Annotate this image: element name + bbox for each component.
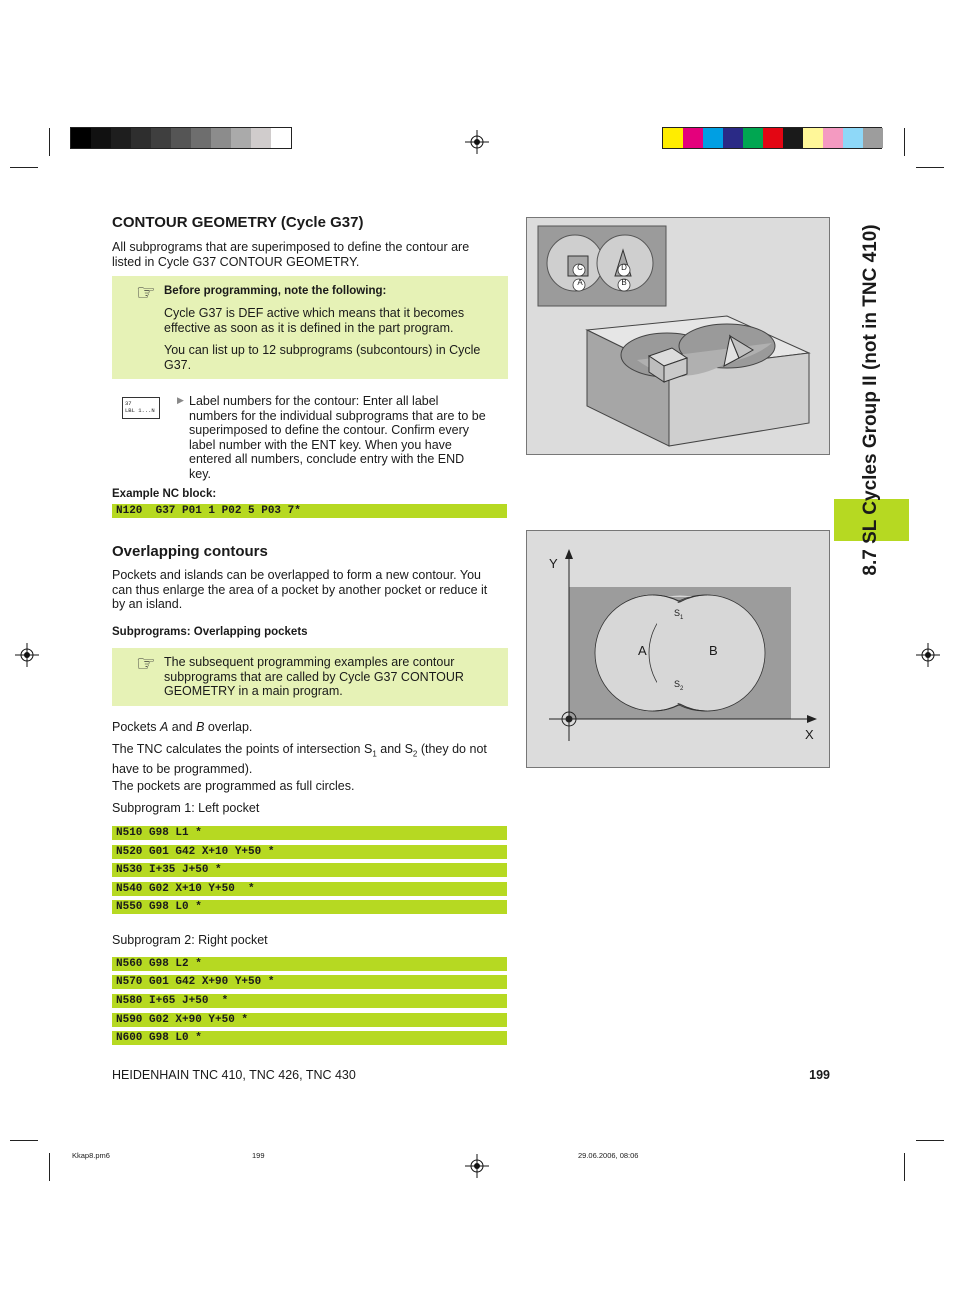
slug-timestamp: 29.06.2006, 08:06 [578,1151,639,1160]
note-box [112,276,508,379]
note-line: effective as soon as it is defined in the part program. [164,320,454,335]
intersection-s2-label [674,679,683,692]
intersection-s1-label [674,608,683,621]
code-line: N580 I+65 J+50 * [112,994,507,1008]
pocket-b-label: B [196,720,205,734]
note-paragraph [164,343,499,372]
pocket-b-label: B [709,643,718,658]
code-line: N600 G98 L0 * [112,1031,507,1045]
s-letter: S [674,608,681,618]
axis-x-label: X [805,727,814,742]
text-run: Pockets [112,720,160,734]
registration-mark-icon [465,1154,489,1178]
axis-y-label: Y [549,556,558,571]
step-line: superimposed to define the contour. Confirm every [189,423,470,437]
text-run: The TNC calculates the points of intersection S [112,742,373,756]
code-line: N510 G98 L1 * [112,826,507,840]
overlap-diagram [527,531,829,767]
step-line: key. [189,466,211,481]
subprograms-heading: Subprograms: Overlapping pockets [112,626,308,638]
softkey-label: 37 [125,400,132,407]
s-letter: S [674,679,681,689]
slug-page: 199 [252,1151,265,1160]
step-line: label number with the ENT key. When you have [189,437,452,452]
section-heading-contour-geometry: CONTOUR GEOMETRY (Cycle G37) [112,214,364,231]
softkey-label: LBL 1...N [125,407,155,414]
note-line: You can list up to 12 subprograms (subcontours) in Cycle [164,343,481,357]
subprogram2-label: Subprogram 2: Right pocket [112,933,268,947]
note-line: subprograms that are called by Cycle G37 CONTOUR [164,669,464,684]
code-line: N540 G02 X+10 Y+50 * [112,882,507,896]
page-number: 199 [809,1068,830,1082]
note-box [112,648,508,706]
contour-geometry-figure [526,217,830,455]
intro-line: can thus enlarge the area of a pocket by another pocket or reduce it [112,582,488,597]
pointing-hand-icon: ☞ [136,651,156,676]
text-run: and S [376,742,413,756]
section-heading-overlapping: Overlapping contours [112,543,268,560]
code-line: N560 G98 L2 * [112,957,507,971]
section2-intro [112,568,510,612]
intro-line: by an island. [112,597,183,611]
text-run: and [168,720,197,734]
step-instruction [189,394,509,481]
chapter-title-text: 8.7 SL Cycles Group II (not in TNC 410) [860,224,881,576]
intro-line: All subprograms that are superimposed to define the contour are [112,240,470,254]
workpiece-illustration [527,218,829,454]
subprogram1-label: Subprogram 1: Left pocket [112,801,260,815]
step-arrow-icon: ▶ [177,395,184,405]
pockets-overlap-text [112,720,252,735]
note-line: G37. [164,357,192,372]
subscript: 2 [680,685,684,692]
registration-mark-icon [465,130,489,154]
cycle-softkey-icon[interactable] [122,397,160,419]
note-line: The subsequent programming examples are contour [164,655,455,669]
full-circles-text: The pockets are programmed as full circles. [112,779,355,793]
note-line: GEOMETRY in a main program. [164,684,343,698]
subscript: 2 [412,749,418,759]
note-paragraph [164,306,499,335]
text-run: overlap. [204,720,253,734]
footer-manual-title: HEIDENHAIN TNC 410, TNC 426, TNC 430 [112,1068,356,1082]
registration-mark-icon [15,643,39,667]
subscript: 1 [372,749,377,759]
intersection-line: have to be programmed). [112,762,253,776]
text-run: (they do not [417,742,487,756]
overlapping-pockets-figure [526,530,830,768]
code-line: N120 G37 P01 1 P02 5 P03 7* [112,504,507,518]
intro-line: Pockets and islands can be overlapped to form a new contour. You [112,568,481,582]
example-label: Example NC block: [112,488,217,500]
section1-intro [112,240,507,269]
code-line: N520 G01 G42 X+10 Y+50 * [112,845,507,859]
code-line: N590 G02 X+90 Y+50 * [112,1013,507,1027]
registration-mark-icon [916,643,940,667]
intersection-line [112,742,510,762]
step-line: Label numbers for the contour: Enter all label [189,394,439,408]
step-line: entered all numbers, conclude entry with the END [189,452,465,466]
pocket-a-label: A [638,643,647,658]
code-line: N570 G01 G42 X+90 Y+50 * [112,975,507,989]
note-title: Before programming, note the following: [164,285,387,297]
label-c: C [577,263,583,272]
slug-file: Kkap8.pm6 [72,1151,110,1160]
pointing-hand-icon: ☞ [136,280,156,305]
intersection-text [112,742,510,777]
note-paragraph [164,655,499,699]
code-line: N530 I+35 J+50 * [112,863,507,877]
note-line: Cycle G37 is DEF active which means that it becomes [164,306,465,320]
intro-line: listed in Cycle G37 CONTOUR GEOMETRY. [112,254,360,269]
pocket-a-label: A [159,720,169,734]
label-b: B [621,278,627,287]
subscript: 1 [680,614,684,621]
label-d: D [621,263,627,272]
label-a: A [577,278,583,287]
step-line: numbers for the individual subprograms that are to be [189,408,486,423]
code-line: N550 G98 L0 * [112,900,507,914]
